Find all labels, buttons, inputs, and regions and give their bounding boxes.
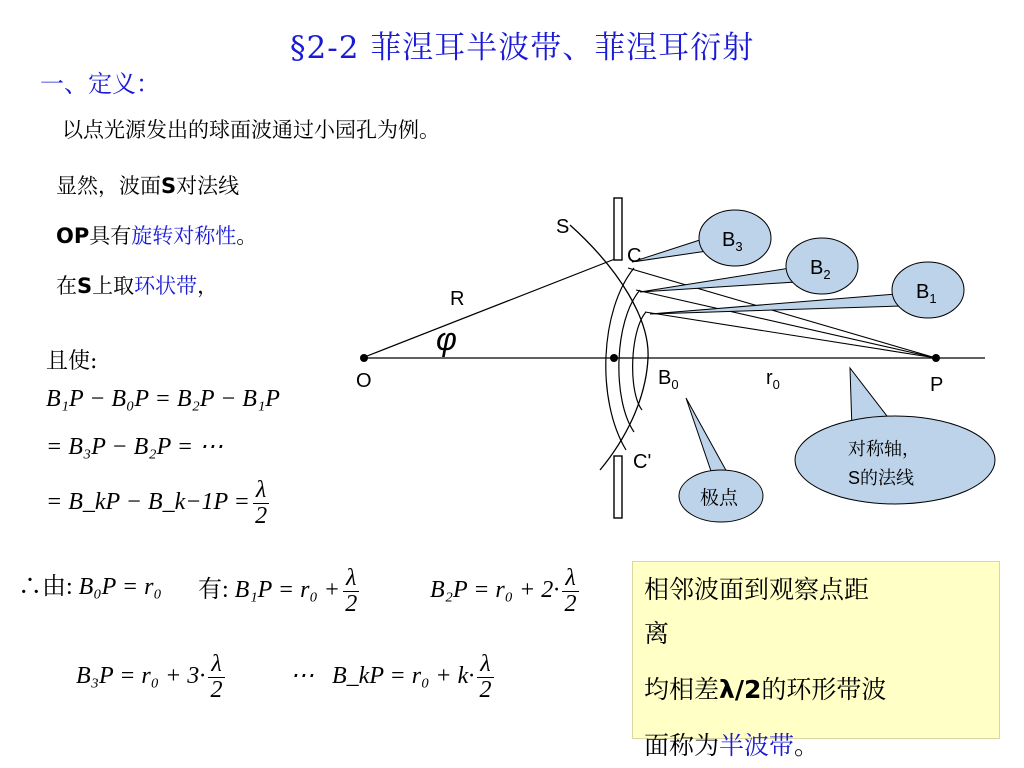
label-c-prime: C': [633, 451, 652, 473]
label-b3: $B_3$: [722, 229, 743, 254]
label-axis-2: S的法线: [848, 468, 915, 488]
label-phi: φ: [436, 321, 457, 357]
screen-lower: [614, 456, 622, 518]
screen-upper: [614, 198, 622, 260]
point-o: [360, 354, 368, 362]
equation-b1p: 有: B₁P = r₀ + $\frac{\lambda}{2}$: [198, 566, 362, 617]
label-s: S: [556, 216, 570, 238]
label-o: O: [356, 370, 372, 392]
text-rotational-symmetry: OP具有旋转对称性。: [56, 224, 258, 248]
label-r: R: [450, 288, 465, 310]
equation-b2p: B₂P = r₀ + 2· $\frac{\lambda}{2}$: [430, 566, 582, 617]
label-axis-1: 对称轴，: [848, 439, 920, 459]
text-obvious: 显然，波面S对法线: [56, 174, 240, 198]
label-b1: $B_1$: [916, 281, 937, 306]
equation-b0p: ∴由: B₀P = r₀: [18, 574, 162, 600]
equation-3: = B_kP − B_k−1P = $\frac{\lambda}{2}$: [46, 478, 272, 529]
equation-b3p: B₃P = r₀ + 3· $\frac{\lambda}{2}$: [76, 652, 228, 703]
radius-line: [362, 257, 620, 358]
note-line-1: 相邻波面到观察点距: [644, 575, 870, 604]
section-heading: 一、定义：: [40, 70, 160, 98]
label-pole: 极点: [700, 488, 739, 509]
intro-text: 以点光源发出的球面波通过小园孔为例。: [62, 118, 440, 142]
note-line-4: 面称为半波带。: [644, 731, 820, 760]
note-line-3: 均相差λ/2的环形带波: [644, 675, 887, 704]
point-b0: [610, 354, 618, 362]
callout-axis: [795, 416, 995, 504]
label-let: 且使:: [46, 349, 98, 374]
equation-1: B₁P − B₀P = B₂P − B₁P: [46, 386, 280, 412]
equation-bkp: ⋯ B_kP = r₀ + k· $\frac{\lambda}{2}$: [290, 652, 497, 703]
fraction-lambda-over-2: $\frac{\lambda}{2}$: [253, 478, 269, 529]
ray-b1: [645, 312, 936, 358]
label-b0: $B_0$: [658, 367, 679, 392]
page-title: §2-2 菲涅耳半波带、菲涅耳衍射: [290, 30, 755, 66]
label-b2: $B_2$: [810, 257, 831, 282]
point-p: [932, 354, 940, 362]
label-p: P: [930, 374, 944, 396]
label-r0: $r_0$: [766, 367, 780, 392]
text-annular-zone: 在S上取环状带，: [56, 274, 219, 298]
note-line-2: 离: [644, 619, 670, 648]
equation-2: = B₃P − B₂P = ⋯: [46, 434, 224, 460]
label-c: C: [627, 245, 642, 267]
